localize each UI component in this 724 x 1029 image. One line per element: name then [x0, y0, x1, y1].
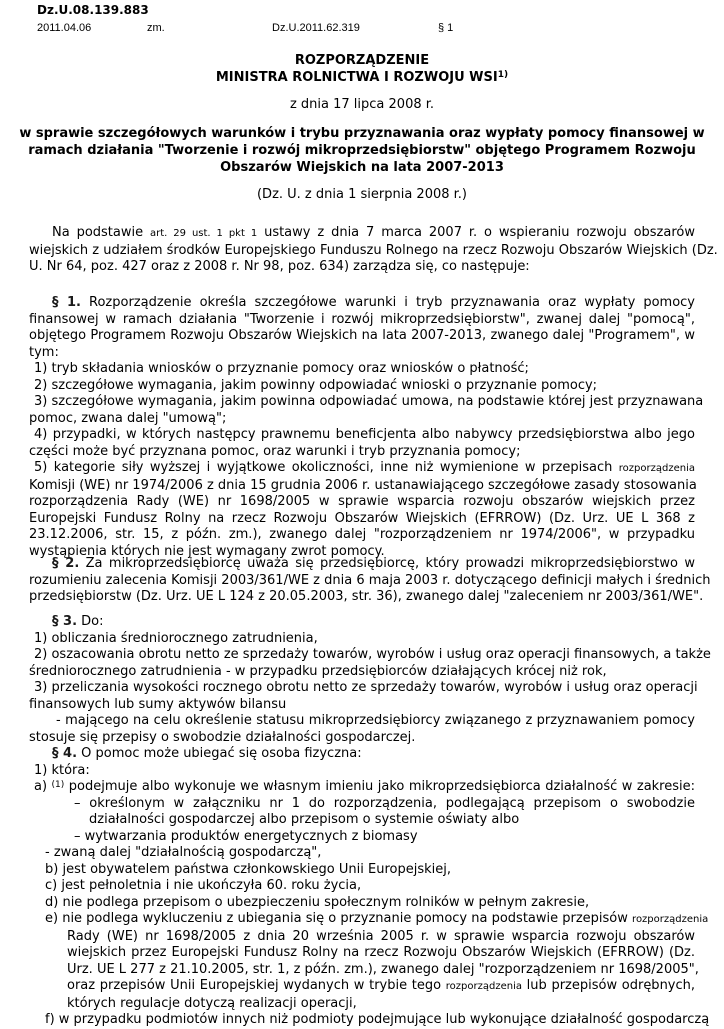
section-4-line: – wytwarzania produktów energetycznych z biomasy — [74, 828, 418, 844]
section-4-label[interactable]: § 4. — [52, 746, 78, 761]
regulation-link[interactable]: rozporządzenia — [445, 981, 522, 992]
section-3-line: finansowych lub sumy aktywów bilansu — [29, 696, 287, 712]
section-4-line: oraz przepisów Unii Europejskiej wydanych w trybie tego rozporządzenia lub przepisów odrębnych, — [67, 978, 696, 993]
amending-act: Dz.U.2011.62.319 — [272, 22, 360, 34]
section-3-label[interactable]: § 3. — [52, 614, 78, 629]
change-type: zm. — [147, 22, 165, 34]
section-4-line: b) jest obywatelem państwa członkowskiego Unii Europejskiej, — [45, 861, 451, 877]
section-1-items — [29, 361, 704, 560]
section-4 — [29, 746, 710, 1029]
preamble-line: Na podstawie art. 29 ust. 1 pkt 1 ustawy z dnia 7 marca 2007 r. o wspieraniu rozwoju obszarów — [52, 225, 695, 240]
section-3-line: średniorocznego zatrudnienia - w przypadku przedsiębiorców działających krócej niż rok, — [29, 663, 607, 679]
section-2-line: § 2. Za mikroprzedsiębiorcę uważa się przedsiębiorcę, który prowadzi mikroprzedsiębiorstwo w — [52, 556, 695, 571]
list-item: 1) tryb składania wniosków o przyznanie pomocy oraz wniosków o płatność; — [34, 361, 529, 376]
section-4-line: - zwaną dalej "działalnością gospodarczą", — [45, 845, 322, 860]
section-4-line: 1) która: — [34, 762, 90, 778]
section-3-line: 3) przeliczania wysokości rocznego obrotu netto ze sprzedaży towarów, wyrobów i usług oraz operacji — [34, 680, 698, 695]
section-3-line: § 3. Do: — [52, 614, 104, 629]
section-1 — [29, 295, 695, 361]
section-3 — [29, 614, 711, 746]
section-2 — [29, 556, 711, 606]
regulation-link[interactable]: rozporządzenia — [632, 914, 709, 925]
amended-paragraph: § 1 — [438, 22, 454, 34]
section-4-line: Urz. UE L 277 z 21.10.2005, str. 1, z późn. zm.), zwanego dalej "rozporządzeniem nr 1698/2005", — [67, 961, 699, 977]
section-2-label[interactable]: § 2. — [52, 556, 80, 571]
section-4-line: f) w przypadku podmiotów innych niż podmioty podejmujące lub wykonujące działalność gospodarczą — [45, 1012, 710, 1027]
section-4-line: e) nie podlega wykluczeniu z ubiegania się o przyznanie pomocy na podstawie przepisów rozporządzenia — [45, 911, 709, 926]
section-4-line: c) jest pełnoletnia i nie ukończyła 60. roku życia, — [45, 878, 362, 893]
document-id: Dz.U.08.139.883 — [37, 3, 149, 17]
section-3-line: 1) obliczania średniorocznego zatrudnienia, — [34, 630, 318, 646]
list-item: 3) szczegółowe wymagania, jakim powinna odpowiadać umowa, na podstawie której jest przyznawana — [34, 394, 704, 409]
list-item: 2) szczegółowe wymagania, jakim powinny odpowiadać wnioski o przyznanie pomocy; — [34, 377, 598, 393]
section-1-line: objętego Programem Rozwoju Obszarów Wiejskich na lata 2007-2013, zwanego dalej "Programem", w — [29, 328, 695, 343]
amendment-mark[interactable]: (1) — [51, 780, 65, 790]
section-2-line: rozumieniu zalecenia Komisji 2003/361/WE z dnia 6 maja 2003 r. dotyczącego definicji małych i średnich — [29, 572, 711, 588]
title-line-1: ROZPORZĄDZENIE — [294, 53, 430, 68]
list-item: 5) kategorie siły wyższej i wyjątkowe okoliczności, inne niż wymienione w przepisach rozporządzenia — [34, 460, 695, 475]
section-1-label[interactable]: § 1. — [52, 295, 81, 310]
preamble-line: wiejskich z udziałem środków Europejskiego Funduszu Rolnego na rzecz Rozwoju Obszarów Wiejskich (Dz. — [29, 242, 718, 258]
subject-line-2: ramach działania "Tworzenie i rozwój mikroprzedsiębiorstw" objętego Programem Rozwoju — [28, 143, 696, 158]
list-item: 4) przypadki, w których następcy prawnemu beneficjenta albo nabywcy przedsiębiorstwa albo jego — [34, 427, 695, 442]
list-item: rozporządzenia Rady (WE) nr 1698/2005 w sprawie wsparcia rozwoju obszarów wiejskich przez — [29, 494, 695, 509]
section-4-line: działalności gospodarczej albo przepisom o systemie oświaty albo — [89, 812, 520, 827]
section-4-line: d) nie podlega przepisom o ubezpieczeniu społecznym rolników w pełnym zakresie, — [45, 894, 590, 910]
section-1-line: tym: — [29, 344, 59, 360]
section-3-line: 2) oszacowania obrotu netto ze sprzedaży towarów, wyrobów i usług oraz operacji finansowych, a także — [34, 647, 711, 662]
legal-basis-link[interactable]: art. 29 ust. 1 pkt 1 — [150, 228, 258, 239]
change-date: 2011.04.06 — [37, 22, 92, 34]
act-date: z dnia 17 lipca 2008 r. — [289, 97, 435, 112]
preamble — [29, 225, 718, 276]
regulation-link[interactable]: rozporządzenia — [618, 463, 695, 474]
preamble-line: U. Nr 64, poz. 427 oraz z 2008 r. Nr 98, poz. 634) zarządza się, co następuje: — [29, 259, 530, 274]
publication-info: (Dz. U. z dnia 1 sierpnia 2008 r.) — [256, 187, 467, 202]
section-4-line: – określonym w załączniku nr 1 do rozporządzenia, podlegającą przepisom o swobodzie — [74, 795, 695, 811]
section-4-line: wiejskich przez Europejski Fundusz Rolny na rzecz Rozwoju Obszarów Wiejskich (EFRROW) (Dz. — [67, 945, 695, 960]
section-3-line: - mającego na celu określenie statusu mikroprzedsiębiorcy związanego z przyznawaniem pomocy — [56, 713, 695, 728]
section-3-line: stosuje się przepisy o swobodzie działalności gospodarczej. — [29, 729, 416, 745]
section-2-line: przedsiębiorstw (Dz. Urz. UE L 124 z 20.05.2003, str. 36), zwanego dalej "zaleceniem nr 2003/361/WE". — [29, 589, 704, 604]
list-item: Komisji (WE) nr 1974/2006 z dnia 15 grudnia 2006 r. ustanawiającego szczegółowe zasady stosowania — [29, 477, 697, 493]
list-item: wystąpienia których nie jest wymagany zwrot pomocy. — [29, 543, 385, 559]
list-item: części może być przyznana pomoc, oraz warunki i tryb przyznania pomocy; — [29, 443, 521, 459]
list-item: Europejski Fundusz Rolny na rzecz Rozwoju Obszarów Wiejskich (EFRROW) (Dz. Urz. UE L 368 z — [29, 510, 695, 526]
list-item: pomoc, zwana dalej "umową"; — [29, 410, 227, 426]
section-1-line: finansowej w ramach działania "Tworzenie i rozwój mikroprzedsiębiorstw", zwanej dalej "pomocą", — [29, 311, 695, 327]
section-1-line: § 1. Rozporządzenie określa szczegółowe warunki i tryb przyznawania oraz wypłaty pomocy — [52, 295, 695, 310]
title-line-2-text: MINISTRA ROLNICTWA I ROZWOJU WSI — [215, 70, 498, 85]
section-4-line: Rady (WE) nr 1698/2005 z dnia 20 września 2005 r. w sprawie wsparcia rozwoju obszarów — [67, 928, 695, 944]
list-item: 23.12.2006, str. 15, z późn. zm.), zwanego dalej "rozporządzeniem nr 1974/2006", w przypadku — [29, 527, 695, 542]
subject-line-1: w sprawie szczegółowych warunków i trybu przyznawania oraz wypłaty pomocy finansowej w — [19, 126, 705, 141]
section-4-line: § 4. O pomoc może ubiegać się osoba fizyczna: — [52, 746, 362, 761]
subject-line-3: Obszarów Wiejskich na lata 2007-2013 — [220, 160, 504, 175]
title-line-2 — [0, 69, 724, 86]
footnote-mark[interactable]: 1) — [497, 70, 509, 80]
section-4-line: a) $^{(1)}$ podejmuje albo wykonuje we własnym imieniu jako mikroprzedsiębiorca działalność w zakresie: — [34, 779, 696, 794]
section-4-line: których regulacje dotyczą realizacji operacji, — [67, 995, 357, 1011]
